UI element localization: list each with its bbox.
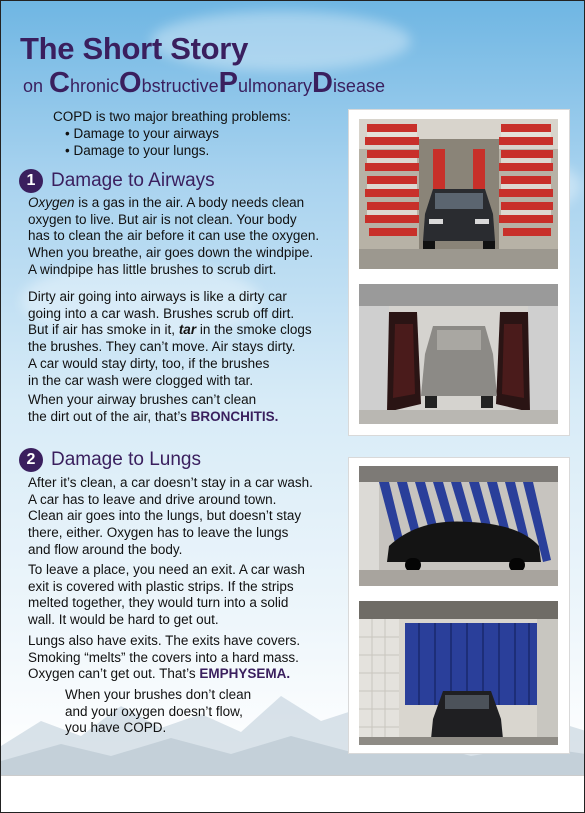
lungs-paragraph-1 <box>28 475 313 559</box>
car-wash-exit-strips-photo <box>359 466 558 586</box>
text-line: Lungs also have exits. The exits have covers. <box>28 633 301 648</box>
text-line: melted together, they would turn into a solid <box>28 595 289 611</box>
bottom-band <box>1 775 584 812</box>
subtitle-word-disease: isease <box>332 76 385 96</box>
airways-paragraph-3 <box>28 392 278 425</box>
tarred-brushes-photo <box>359 284 558 424</box>
closing-statement <box>65 687 251 737</box>
intro-bullet: • Damage to your airways <box>65 125 291 142</box>
section-lungs-heading <box>19 448 201 472</box>
lungs-paragraph-2 <box>28 562 305 629</box>
text-line: Dirty air going into airways is like a dirty car <box>28 289 287 304</box>
car-wash-brushes-photo <box>359 119 558 269</box>
text-line: A car has to leave and drive around town. <box>28 491 277 507</box>
text-line: has to clean the air before it can use the oxygen. <box>28 228 320 244</box>
subtitle-initial-o: O <box>119 67 142 99</box>
text-line: in the smoke clogs <box>196 322 312 338</box>
intro-lead: COPD is two major breathing problems: <box>53 109 291 124</box>
section-number-badge: 2 <box>19 448 43 472</box>
text-line: But if air has smoke in it, <box>28 322 179 338</box>
page-title: The Short Story <box>20 31 249 66</box>
text-line: and your oxygen doesn’t flow, <box>65 703 243 719</box>
text-line: Clean air goes into the lungs, but doesn’t stay <box>28 508 302 524</box>
subtitle-initial-d: D <box>311 67 333 99</box>
term-tar: tar <box>178 322 197 338</box>
text-line: Smoking “melts” the covers into a hard mass. <box>28 649 299 665</box>
section-title: Damage to Airways <box>51 170 215 191</box>
text-line: exit is covered with plastic strips. If the strips <box>28 578 294 594</box>
car-wash-curtain-photo <box>359 601 558 745</box>
text-line: When your airway brushes can’t clean <box>28 392 257 407</box>
text-line: wall. It would be hard to get out. <box>28 612 219 628</box>
subtitle-word-chronic: hronic <box>69 76 120 96</box>
text-line: To leave a place, you need an exit. A car wash <box>28 562 305 577</box>
subtitle-word-obstructive: bstructive <box>141 76 219 96</box>
text-line: oxygen to live. But air is not clean. Your body <box>28 211 297 227</box>
term-oxygen: Oxygen <box>28 195 75 210</box>
section-title: Damage to Lungs <box>51 449 201 470</box>
text-line: the dirt out of the air, that’s <box>28 408 191 424</box>
text-line: the brushes. They can’t move. Air stays dirty. <box>28 339 296 355</box>
lungs-paragraph-3 <box>28 633 300 683</box>
intro-bullet-list <box>53 125 291 159</box>
text-line: you have COPD. <box>65 720 167 736</box>
text-line: When your brushes don’t clean <box>65 687 252 702</box>
term-bronchitis: BRONCHITIS. <box>190 408 279 424</box>
airways-paragraph-2 <box>28 289 312 389</box>
section-airways-heading <box>19 169 215 193</box>
airways-paragraph-1 <box>28 195 319 279</box>
intro-block <box>53 108 291 159</box>
section-number-badge: 1 <box>19 169 43 193</box>
subtitle-initial-p: P <box>218 67 238 99</box>
text-line: is a gas in the air. A body needs clean <box>74 195 305 210</box>
intro-bullet: • Damage to your lungs. <box>65 142 291 159</box>
text-line: there, either. Oxygen has to leave the lungs <box>28 525 289 541</box>
text-line: A car would stay dirty, too, if the brushes <box>28 355 270 371</box>
text-line: and flow around the body. <box>28 541 183 557</box>
subtitle-word-pulmonary: ulmonary <box>237 76 312 96</box>
term-emphysema: EMPHYSEMA. <box>199 666 291 682</box>
page-subtitle <box>23 67 385 100</box>
subtitle-initial-c: C <box>49 67 70 99</box>
text-line: After it’s clean, a car doesn’t stay in a car wash. <box>28 475 313 490</box>
subtitle-prefix: on <box>23 76 44 96</box>
text-line: in the car wash were clogged with tar. <box>28 372 254 388</box>
text-line: Oxygen can’t get out. That’s <box>28 666 200 682</box>
text-line: When you breathe, air goes down the windpipe. <box>28 245 314 261</box>
text-line: A windpipe has little brushes to scrub dirt. <box>28 261 277 277</box>
text-line: going into a car wash. Brushes scrub off dirt. <box>28 305 295 321</box>
